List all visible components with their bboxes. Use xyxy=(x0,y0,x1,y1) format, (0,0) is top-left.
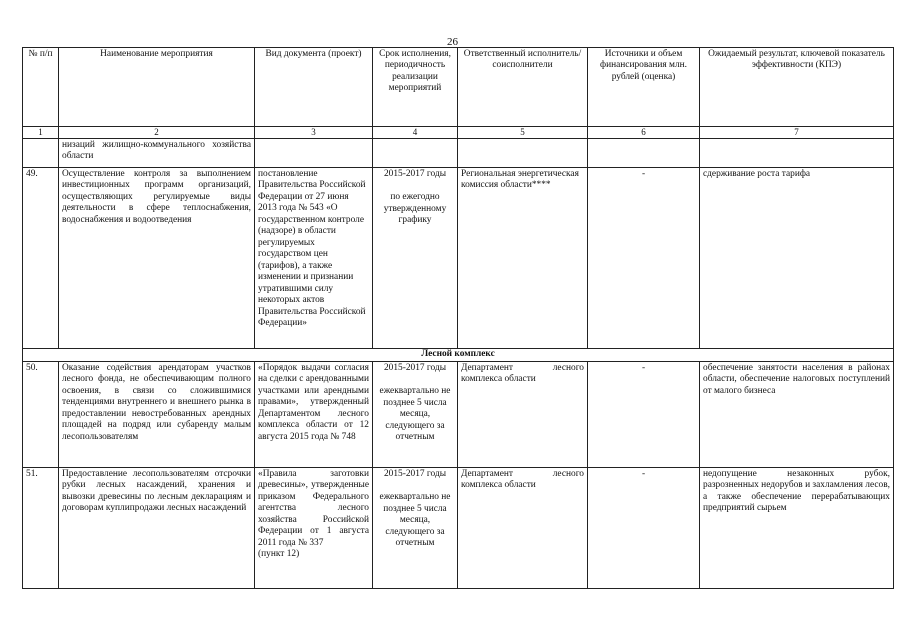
term-detail: по ежегодно утвержденному графику xyxy=(383,192,447,226)
term-cell xyxy=(373,467,458,588)
header-result: Ожидаемый результат, ключевой показатель эффективности (КПЭ) xyxy=(700,48,894,127)
row-number: 50. xyxy=(23,361,59,467)
action-plan-table xyxy=(22,47,894,589)
funding: - xyxy=(588,467,700,588)
row-number: 51. xyxy=(23,467,59,588)
row-number xyxy=(23,138,59,167)
document-type: «Порядок выдачи согласия на сделки с арендованными участками или арендными правами», утвержденный Департаментом лесного комплекса области от 12 августа 2015 года № 748 xyxy=(255,361,373,467)
table-row xyxy=(23,467,894,588)
row-number: 49. xyxy=(23,167,59,348)
expected-result: обеспечение занятости населения в районах области, обеспечение налоговых поступлений от малого бизнеса xyxy=(700,361,894,467)
term-cell xyxy=(373,167,458,348)
activity-name: Предоставление лесопользователям отсрочки рубки лесных насаждений, хранения и вывозки древесины по лесным декларациям и договорам куплипродажи лесных насаждений xyxy=(59,467,255,588)
column-number: 4 xyxy=(373,127,458,139)
responsible: Региональная энергетическая комиссия области**** xyxy=(458,167,588,348)
header-number: № п/п xyxy=(23,48,59,127)
header-responsible: Ответственный исполнитель/ соисполнители xyxy=(458,48,588,127)
term-years: 2015-2017 годы xyxy=(383,168,447,179)
column-number: 5 xyxy=(458,127,588,139)
term-years: 2015-2017 годы xyxy=(383,468,447,479)
document-note: (пункт 12) xyxy=(258,549,300,560)
header-term: Срок исполнения, периодичность реализации мероприятий xyxy=(373,48,458,127)
section-title: Лесной комплекс xyxy=(23,348,894,361)
table-row xyxy=(23,167,894,348)
term-detail: ежеквартально не позднее 5 числа месяца, следующего за отчетным xyxy=(379,492,451,549)
term-years: 2015-2017 годы xyxy=(383,362,447,373)
header-funding: Источники и объем финансирования млн. рублей (оценка) xyxy=(588,48,700,127)
column-number: 6 xyxy=(588,127,700,139)
activity-name: Оказание содействия арендаторам участков лесного фонда, не обеспечивающим полного освоения, в связи со сложившимися тенденциями внутреннего и внешнего рынка в предоставлении невостребованных арендных площадей на подряд или субаренду малым лесопользователям xyxy=(59,361,255,467)
responsible: Департамент лесного комплекса области xyxy=(458,361,588,467)
activity-name: Осуществление контроля за выполнением инвестиционных программ организаций, осуществляющих регулируемые виды деятельности в сфере теплоснабжения, водоснабжения и водоотведения xyxy=(59,167,255,348)
column-number: 2 xyxy=(59,127,255,139)
header-activity: Наименование мероприятия xyxy=(59,48,255,127)
section-row xyxy=(23,348,894,361)
table-row-continued xyxy=(23,138,894,167)
table-row xyxy=(23,361,894,467)
column-number: 3 xyxy=(255,127,373,139)
responsible: Департамент лесного комплекса области xyxy=(458,467,588,588)
table-header-row xyxy=(23,48,894,127)
term-cell xyxy=(373,361,458,467)
document-cell xyxy=(255,467,373,588)
column-number: 1 xyxy=(23,127,59,139)
funding: - xyxy=(588,167,700,348)
document-type: постановление Правительства Российской Федерации от 27 июня 2013 года № 543 «О государственном контроле (надзоре) в области регулируемых государством цен (тарифов), а также изменении и признании утратившими силу некоторых актов Правительства Российской Федерации» xyxy=(255,167,373,348)
document-type: «Правила заготовки древесины», утвержденные приказом Федерального агентства лесного хозяйства Российской Федерации от 1 августа 2011 года № 337 xyxy=(258,468,369,548)
expected-result: сдерживание роста тарифа xyxy=(700,167,894,348)
funding: - xyxy=(588,361,700,467)
column-number-row xyxy=(23,127,894,139)
header-document: Вид документа (проект) xyxy=(255,48,373,127)
activity-name: низаций жилищно-коммунального хозяйства области xyxy=(59,138,255,167)
term-detail: ежеквартально не позднее 5 числа месяца, следующего за отчетным xyxy=(379,386,451,443)
expected-result: недопущение незаконных рубок, разрозненных недорубов и захламления лесов, а также обеспечение перерабатывающих предприятий сырьем xyxy=(700,467,894,588)
page-number: 26 xyxy=(447,36,458,48)
column-number: 7 xyxy=(700,127,894,139)
